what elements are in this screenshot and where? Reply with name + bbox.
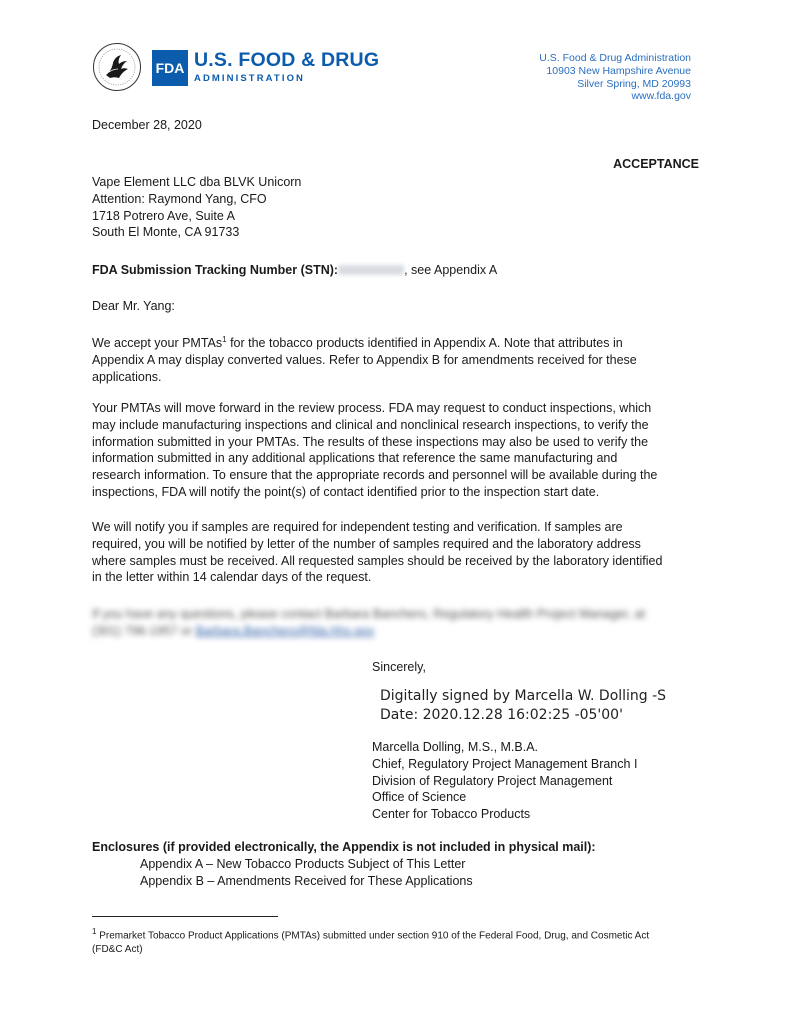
footnote-line — [92, 925, 698, 943]
stn-label: FDA Submission Tracking Number (STN): — [92, 263, 339, 277]
paragraph-line: where samples must be received. All requested samples should be received by the laboratory identified — [92, 553, 663, 568]
agency-name — [194, 50, 379, 84]
paragraph-review-process — [92, 400, 698, 501]
digital-signature — [380, 687, 666, 725]
agency-address — [539, 52, 691, 103]
signatory-line: Marcella Dolling, M.S., M.B.A. — [372, 740, 539, 754]
paragraph-line: If you have any questions, please contact Barbara Banchero, Regulatory Health Project Manager, at — [92, 607, 646, 621]
recipient-line: Attention: Raymond Yang, CFO — [92, 191, 267, 206]
paragraph-line — [92, 332, 698, 352]
letter-date: December 28, 2020 — [92, 118, 202, 132]
stn-suffix: , see Appendix A — [404, 263, 498, 277]
paragraph-acceptance — [92, 332, 698, 386]
hhs-seal-icon — [92, 42, 142, 92]
signature-line: Digitally signed by Marcella W. Dolling -S — [380, 688, 667, 704]
para1-start: We accept your PMTAs — [92, 336, 223, 351]
footnote-divider — [92, 916, 278, 917]
signature-date: Date: 2020.12.28 16:02:25 -05'00' — [380, 707, 623, 723]
paragraph-contact-redacted — [92, 606, 698, 640]
address-line: 10903 New Hampshire Avenue — [546, 64, 691, 77]
paragraph-line: required, you will be notified by letter of the number of samples required and the laboratory address — [92, 536, 641, 551]
enclosures-heading: Enclosures (if provided electronically, the Appendix is not included in physical mail): — [92, 840, 596, 854]
stn-line — [92, 262, 497, 279]
signatory-line: Center for Tobacco Products — [372, 807, 531, 822]
fda-logo-text: FDA — [155, 60, 185, 76]
paragraph-line: may include manufacturing inspections and clinical and nonclinical research inspections, to verify the — [92, 417, 649, 432]
paragraph-line: information submitted in any additional applications that reference the same manufacturing and — [92, 451, 618, 466]
paragraph-line: research information. To ensure that the appropriate records and personnel will be available during the — [92, 468, 658, 483]
paragraph-line — [92, 623, 698, 640]
address-line: U.S. Food & Drug Administration — [539, 52, 691, 64]
footnote-mark: 1 — [92, 927, 97, 936]
paragraph-line: We will notify you if samples are required for independent testing and verification. If samples are — [92, 520, 623, 534]
recipient-line: 1718 Potrero Ave, Suite A — [92, 208, 235, 223]
enclosure-item: Appendix A – New Tobacco Products Subject of This Letter — [140, 857, 466, 871]
contact-email-link[interactable]: Barbara.Banchero@fda.hhs.gov — [195, 623, 375, 638]
salutation: Dear Mr. Yang: — [92, 299, 175, 313]
recipient-block — [92, 174, 301, 241]
contact-phone: (301) 796-1957 or — [92, 623, 196, 638]
signatory-block — [372, 739, 637, 823]
footnote-text: Premarket Tobacco Product Applications (PMTAs) submitted under section 910 of the Federal Food, Drug, and Cosmetic Act — [96, 930, 650, 942]
paragraph-samples — [92, 519, 698, 586]
address-website: www.fda.gov — [631, 90, 691, 103]
agency-name-line1: U.S. FOOD & DRUG — [194, 49, 380, 71]
status-heading: ACCEPTANCE — [613, 157, 699, 171]
footnote — [92, 925, 698, 956]
stn-redacted-value — [338, 265, 404, 275]
agency-name-line2: ADMINISTRATION — [194, 73, 306, 84]
paragraph-line: inspections, FDA will notify the point(s) of contact identified prior to the inspection start date. — [92, 484, 600, 499]
para1-end: for the tobacco products identified in Appendix A. Note that attributes in — [226, 336, 623, 351]
signatory-line: Office of Science — [372, 790, 467, 805]
paragraph-line: applications. — [92, 369, 162, 384]
fda-logo-box — [152, 50, 188, 86]
paragraph-line: Your PMTAs will move forward in the review process. FDA may request to conduct inspections, which — [92, 401, 652, 415]
recipient-line: South El Monte, CA 91733 — [92, 225, 240, 240]
paragraph-line: information submitted in your PMTAs. The results of these inspections may also be used to verify the — [92, 434, 649, 449]
signatory-line: Division of Regulatory Project Management — [372, 773, 613, 788]
signatory-line: Chief, Regulatory Project Management Branch I — [372, 756, 638, 771]
footnote-reference: 1 — [222, 335, 227, 344]
footnote-line: (FD&C Act) — [92, 943, 143, 955]
enclosure-item: Appendix B – Amendments Received for These Applications — [140, 873, 473, 888]
enclosures-list — [140, 856, 473, 890]
paragraph-line: Appendix A may display converted values. Refer to Appendix B for amendments received for these — [92, 352, 637, 367]
closing: Sincerely, — [372, 660, 426, 674]
paragraph-line: in the letter within 14 calendar days of the request. — [92, 570, 372, 585]
address-line: Silver Spring, MD 20993 — [577, 77, 691, 90]
recipient-line: Vape Element LLC dba BLVK Unicorn — [92, 175, 302, 189]
